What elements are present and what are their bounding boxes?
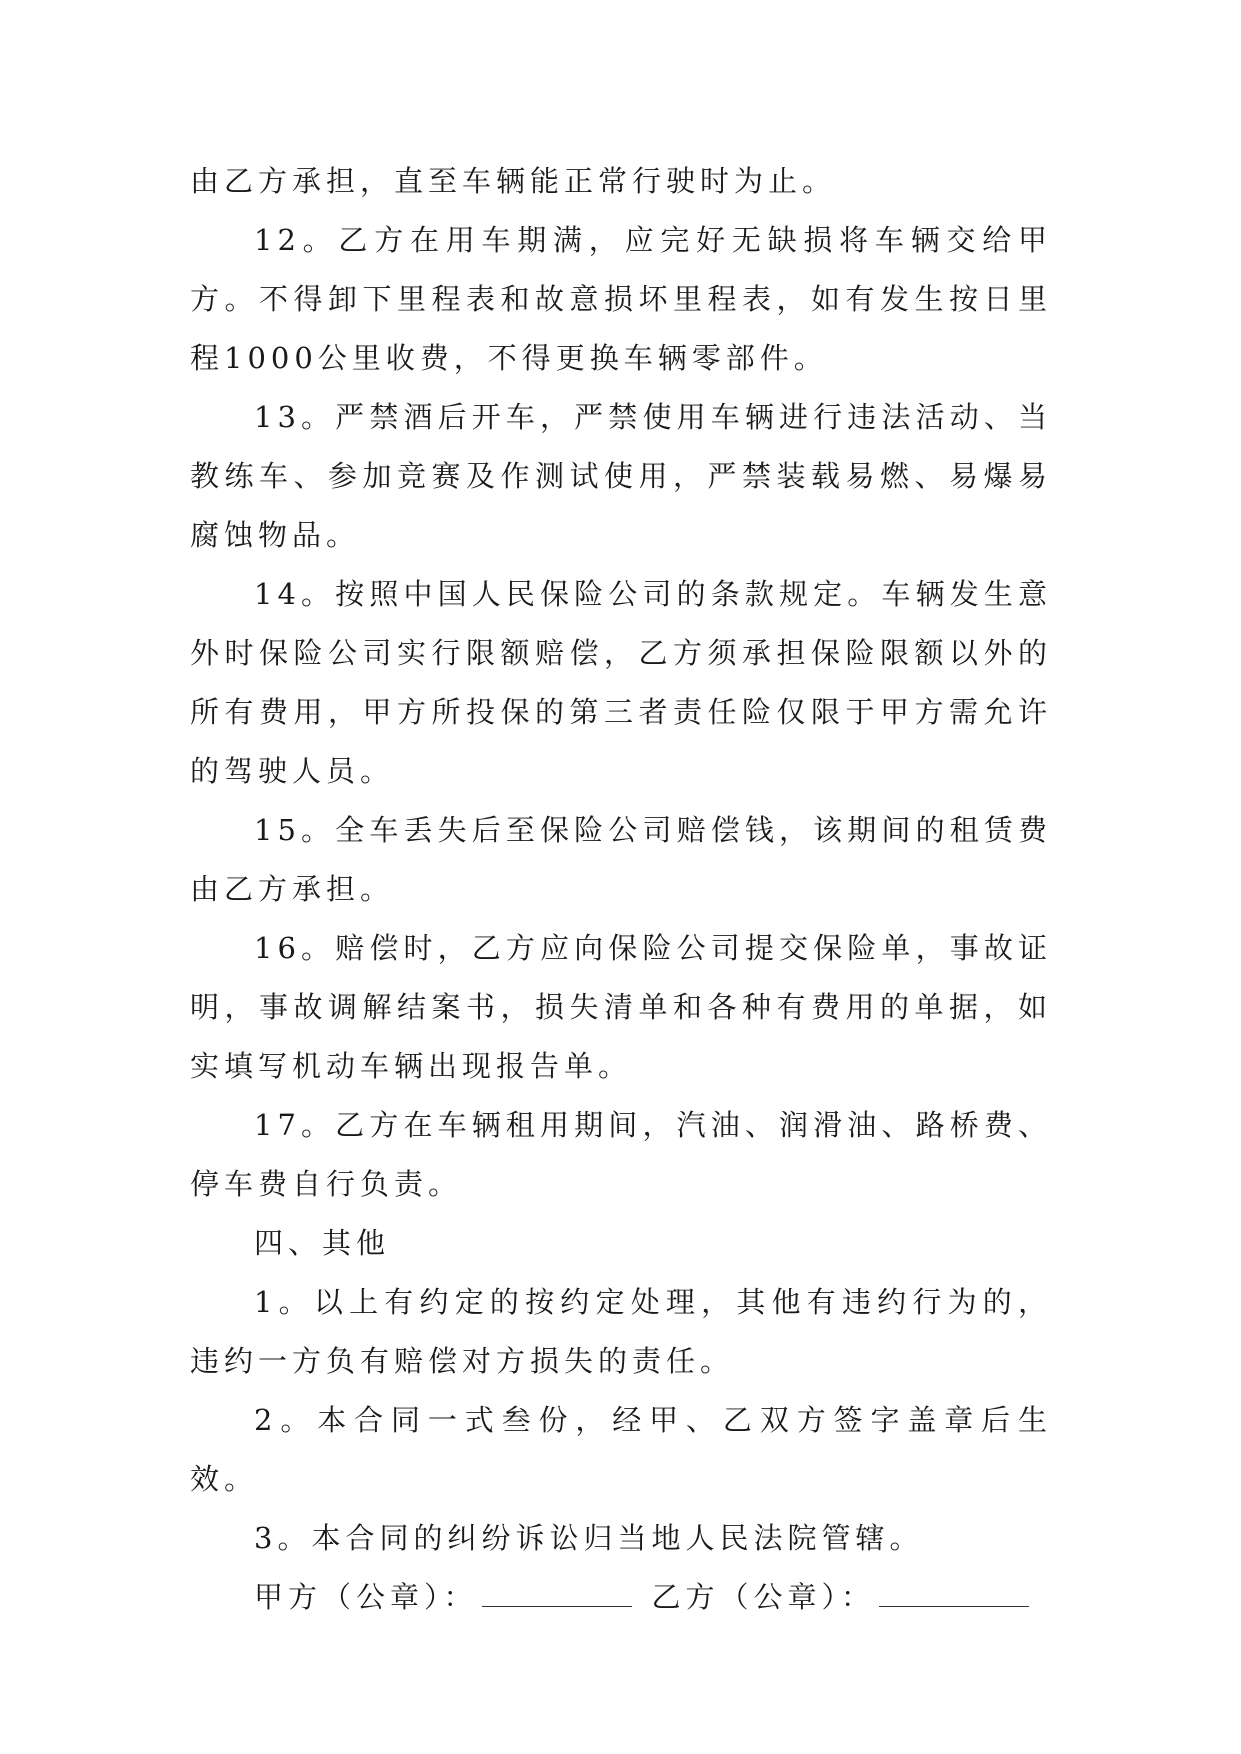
signature-row — [190, 1568, 1052, 1627]
document-body — [190, 152, 1052, 1627]
other-clause-2: 2。本合同一式叁份，经甲、乙双方签字盖章后生效。 — [190, 1403, 1052, 1496]
party-a-seal-label: 甲方（公章）： — [254, 1580, 478, 1614]
clause-13: 13。严禁酒后开车，严禁使用车辆进行违法活动、当教练车、参加竞赛及作测试使用，严禁装载易燃、易爆易腐蚀物品。 — [190, 400, 1052, 552]
party-b-seal-label: 乙方（公章）： — [651, 1580, 876, 1614]
other-clause-1: 1。以上有约定的按约定处理，其他有违约行为的，违约一方负有赔偿对方损失的责任。 — [190, 1285, 1052, 1378]
clause-15: 15。全车丢失后至保险公司赔偿钱，该期间的租赁费由乙方承担。 — [190, 813, 1052, 906]
party-a-seal-blank[interactable] — [482, 1576, 632, 1607]
clause-12: 12。乙方在用车期满，应完好无缺损将车辆交给甲方。不得卸下里程表和故意损坏里程表，如有发生按日里程1000公里收费，不得更换车辆零部件。 — [190, 223, 1052, 375]
clause-16: 16。赔偿时，乙方应向保险公司提交保险单，事故证明，事故调解结案书，损失清单和各种有费用的单据，如实填写机动车辆出现报告单。 — [190, 931, 1052, 1083]
clause-14: 14。按照中国人民保险公司的条款规定。车辆发生意外时保险公司实行限额赔偿，乙方须承担保险限额以外的所有费用，甲方所投保的第三者责任险仅限于甲方需允许的驾驶人员。 — [190, 577, 1052, 788]
clause-17: 17。乙方在车辆租用期间，汽油、润滑油、路桥费、停车费自行负责。 — [190, 1108, 1052, 1201]
paragraph-continued: 由乙方承担，直至车辆能正常行驶时为止。 — [190, 164, 837, 198]
other-clause-3: 3。本合同的纠纷诉讼归当地人民法院管辖。 — [254, 1521, 924, 1555]
party-b-seal-blank[interactable] — [879, 1576, 1029, 1607]
section-heading-other: 四、其他 — [254, 1226, 391, 1260]
